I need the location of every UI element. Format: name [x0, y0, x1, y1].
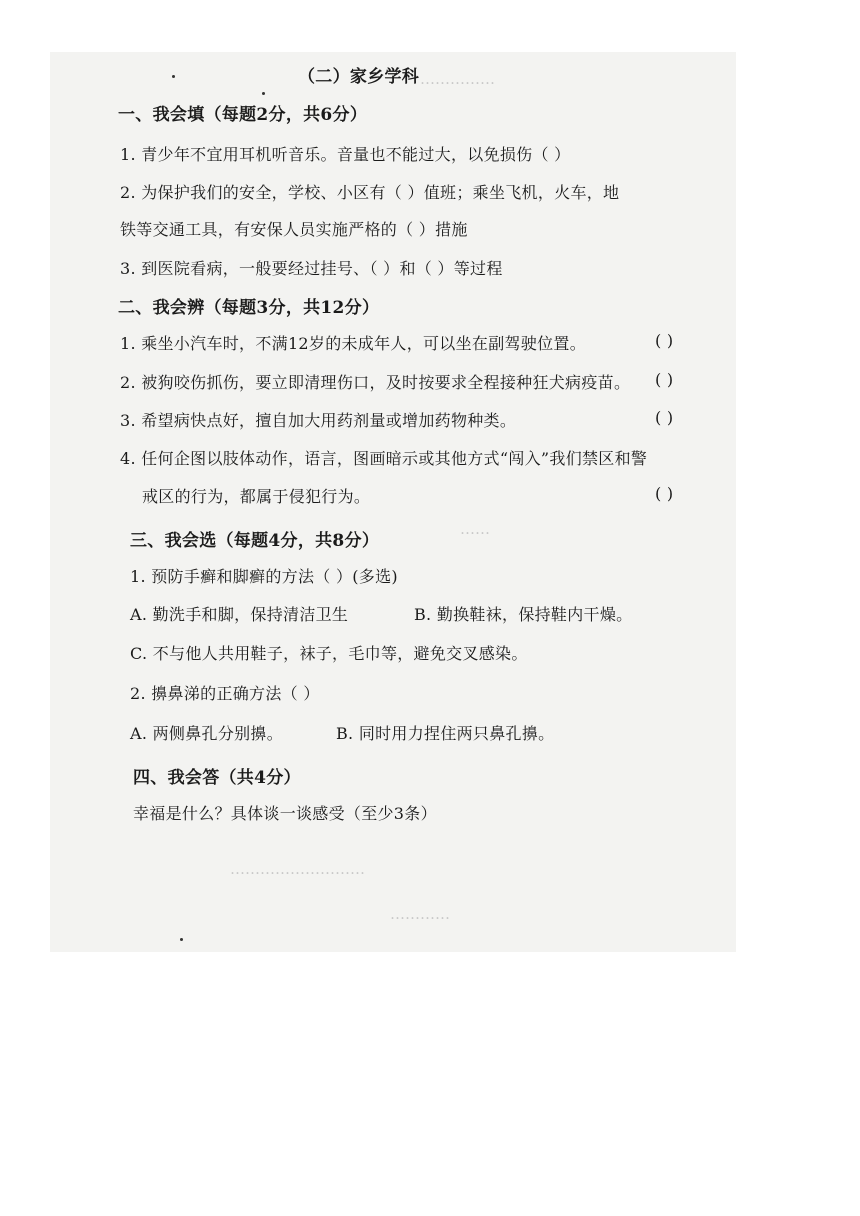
bleed-through: ……: [460, 520, 490, 538]
sec2-question-1: 1. 乘坐小汽车时，不满12岁的未成年人，可以坐在副驾驶位置。: [120, 334, 587, 353]
sec3-question-2: 2. 擤鼻涕的正确方法（ ）: [130, 684, 320, 703]
sec4-question-1: 幸福是什么？具体谈一谈感受（至少3条）: [133, 804, 437, 823]
answer-paren: ( ): [655, 408, 674, 427]
sec3-q1-option-a: A. 勤洗手和脚，保持清洁卫生: [130, 605, 349, 624]
sec3-question-1: 1. 预防手癣和脚癣的方法（ ）(多选): [130, 567, 398, 586]
scan-speck: [262, 92, 265, 95]
section-2-heading: 二、我会辨（每题3分，共12分）: [118, 298, 380, 318]
sec3-q1-option-c: C. 不与他人共用鞋子，袜子，毛巾等，避免交叉感染。: [130, 644, 528, 663]
sec3-q2-option-a: A. 两侧鼻孔分别擤。: [130, 724, 284, 743]
sec1-question-2-line-2: 铁等交通工具，有安保人员实施严格的（ ）措施: [120, 220, 468, 239]
section-1-heading: 一、我会填（每题2分，共6分）: [118, 105, 368, 125]
sec2-question-2: 2. 被狗咬伤抓伤，要立即清理伤口，及时按要求全程接种狂犬病疫苗。: [120, 373, 631, 392]
answer-paren: ( ): [655, 331, 674, 350]
bleed-through: ………………………: [230, 860, 365, 878]
scan-speck: [180, 938, 183, 941]
section-4-heading: 四、我会答（共4分）: [133, 768, 301, 788]
scan-speck: [172, 75, 175, 78]
sec1-question-1: 1. 青少年不宜用耳机听音乐。音量也不能过大，以免损伤（ ）: [120, 145, 571, 164]
sec2-question-4-line-2: 戒区的行为，都属于侵犯行为。: [142, 487, 371, 506]
bleed-through: ……………: [420, 70, 495, 88]
section-3-heading: 三、我会选（每题4分，共8分）: [130, 531, 380, 551]
doc-title: （二）家乡学科: [298, 67, 420, 87]
answer-paren: ( ): [655, 484, 674, 503]
sec3-q1-option-b: B. 勤换鞋袜，保持鞋内干燥。: [414, 605, 633, 624]
sec1-question-2-line-1: 2. 为保护我们的安全，学校、小区有（ ）值班；乘坐飞机，火车，地: [120, 183, 620, 202]
sec2-question-3: 3. 希望病快点好，擅自加大用药剂量或增加药物种类。: [120, 411, 517, 430]
answer-paren: ( ): [655, 370, 674, 389]
sec3-q2-option-b: B. 同时用力捏住两只鼻孔擤。: [336, 724, 555, 743]
bleed-through: …………: [390, 905, 450, 923]
sec1-question-3: 3. 到医院看病，一般要经过挂号、（ ）和（ ）等过程: [120, 259, 503, 278]
sec2-question-4-line-1: 4. 任何企图以肢体动作，语言，图画暗示或其他方式“闯入”我们禁区和警: [120, 449, 648, 468]
